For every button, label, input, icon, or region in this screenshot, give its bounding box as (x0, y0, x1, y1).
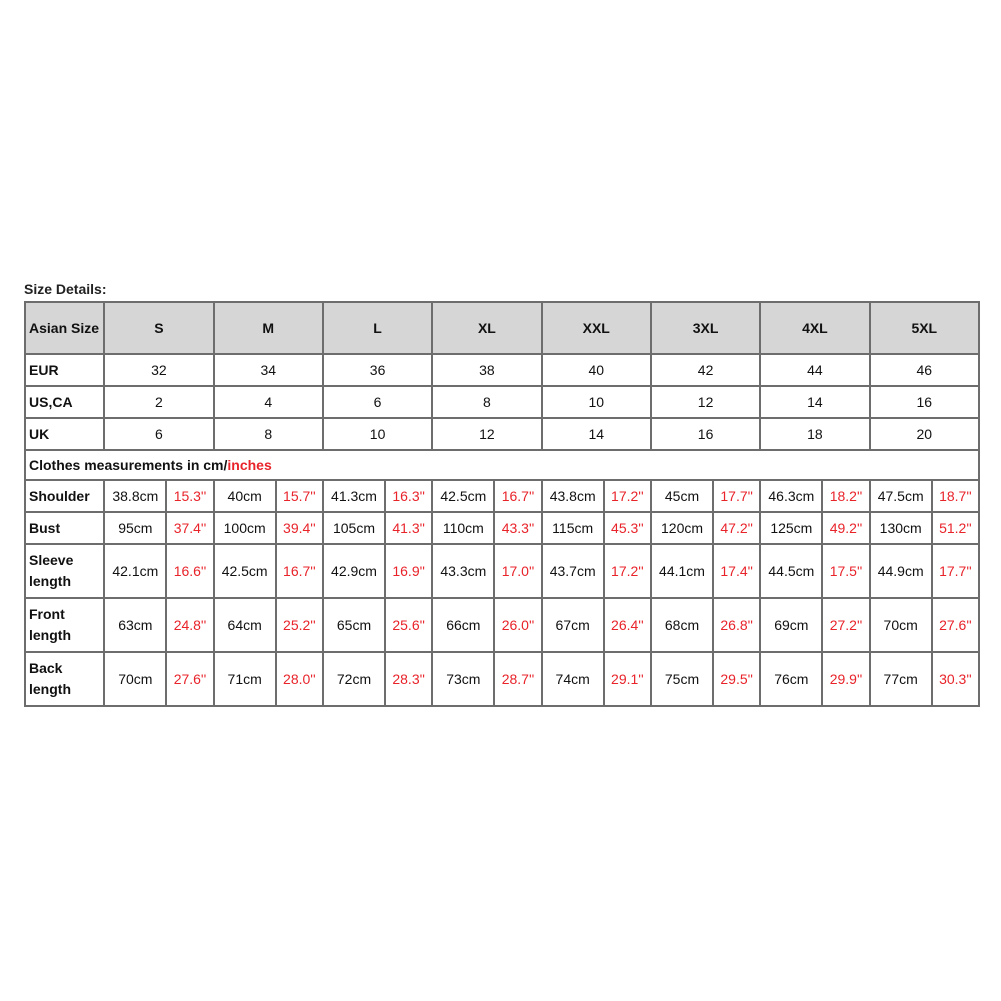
size-chart (24, 281, 980, 707)
size-row (25, 354, 979, 386)
inch-value: 16.7'' (494, 480, 541, 512)
inch-value: 49.2'' (822, 512, 869, 544)
cm-value: 70cm (104, 652, 166, 706)
measure-row (25, 598, 979, 652)
inch-value: 47.2'' (713, 512, 760, 544)
size-value: 34 (214, 354, 323, 386)
inch-value: 29.1'' (604, 652, 651, 706)
inch-value: 29.5'' (713, 652, 760, 706)
inch-value: 15.7'' (276, 480, 323, 512)
size-value: 42 (651, 354, 760, 386)
cm-value: 42.5cm (432, 480, 494, 512)
inch-value: 17.0'' (494, 544, 541, 598)
inch-value: 17.7'' (713, 480, 760, 512)
inch-value: 26.0'' (494, 598, 541, 652)
size-value: 16 (870, 386, 979, 418)
measure-row (25, 652, 979, 706)
size-value: 46 (870, 354, 979, 386)
inch-value: 25.6'' (385, 598, 432, 652)
inch-value: 17.4'' (713, 544, 760, 598)
inch-value: 28.3'' (385, 652, 432, 706)
cm-value: 67cm (542, 598, 604, 652)
cm-value: 105cm (323, 512, 385, 544)
cm-value: 69cm (760, 598, 822, 652)
measure-label: Back length (25, 652, 104, 706)
size-value: 2 (104, 386, 213, 418)
inch-value: 17.2'' (604, 480, 651, 512)
cm-value: 43.8cm (542, 480, 604, 512)
cm-value: 38.8cm (104, 480, 166, 512)
cm-value: 75cm (651, 652, 713, 706)
size-value: 18 (760, 418, 869, 450)
size-header: M (214, 302, 323, 354)
inch-value: 28.7'' (494, 652, 541, 706)
cm-value: 68cm (651, 598, 713, 652)
header-label: Asian Size (25, 302, 104, 354)
cm-value: 42.1cm (104, 544, 166, 598)
inch-value: 17.7'' (932, 544, 979, 598)
size-header: L (323, 302, 432, 354)
size-value: 40 (542, 354, 651, 386)
size-value: 14 (542, 418, 651, 450)
section-prefix: Clothes measurements in cm/ (29, 457, 228, 473)
size-value: 10 (323, 418, 432, 450)
row-label: UK (25, 418, 104, 450)
cm-value: 64cm (214, 598, 276, 652)
cm-value: 115cm (542, 512, 604, 544)
measure-label: Sleeve length (25, 544, 104, 598)
cm-value: 73cm (432, 652, 494, 706)
inch-value: 25.2'' (276, 598, 323, 652)
size-value: 8 (432, 386, 541, 418)
row-label: US,CA (25, 386, 104, 418)
size-value: 38 (432, 354, 541, 386)
cm-value: 100cm (214, 512, 276, 544)
size-value: 32 (104, 354, 213, 386)
inch-value: 16.9'' (385, 544, 432, 598)
size-row (25, 386, 979, 418)
cm-value: 43.3cm (432, 544, 494, 598)
cm-value: 71cm (214, 652, 276, 706)
cm-value: 45cm (651, 480, 713, 512)
cm-value: 40cm (214, 480, 276, 512)
measure-label: Front length (25, 598, 104, 652)
size-value: 6 (323, 386, 432, 418)
cm-value: 72cm (323, 652, 385, 706)
size-value: 14 (760, 386, 869, 418)
size-header: 4XL (760, 302, 869, 354)
cm-value: 130cm (870, 512, 932, 544)
cm-value: 47.5cm (870, 480, 932, 512)
inch-value: 26.8'' (713, 598, 760, 652)
header-row (25, 302, 979, 354)
measure-row (25, 544, 979, 598)
inch-value: 27.6'' (166, 652, 213, 706)
size-header: XXL (542, 302, 651, 354)
inch-value: 18.7'' (932, 480, 979, 512)
cm-value: 110cm (432, 512, 494, 544)
inch-value: 28.0'' (276, 652, 323, 706)
inch-value: 39.4'' (276, 512, 323, 544)
cm-value: 66cm (432, 598, 494, 652)
inch-value: 45.3'' (604, 512, 651, 544)
measure-row (25, 480, 979, 512)
size-header: 3XL (651, 302, 760, 354)
inch-value: 41.3'' (385, 512, 432, 544)
size-value: 12 (432, 418, 541, 450)
size-header: XL (432, 302, 541, 354)
size-value: 10 (542, 386, 651, 418)
size-row (25, 418, 979, 450)
inch-value: 30.3'' (932, 652, 979, 706)
size-value: 12 (651, 386, 760, 418)
measure-label: Shoulder (25, 480, 104, 512)
size-header: S (104, 302, 213, 354)
size-value: 8 (214, 418, 323, 450)
measure-row (25, 512, 979, 544)
inch-value: 15.3'' (166, 480, 213, 512)
size-table (24, 301, 980, 707)
size-value: 6 (104, 418, 213, 450)
cm-value: 42.5cm (214, 544, 276, 598)
size-value: 20 (870, 418, 979, 450)
cm-value: 44.1cm (651, 544, 713, 598)
cm-value: 43.7cm (542, 544, 604, 598)
inch-value: 16.7'' (276, 544, 323, 598)
inch-value: 26.4'' (604, 598, 651, 652)
row-label: EUR (25, 354, 104, 386)
inch-value: 37.4'' (166, 512, 213, 544)
size-value: 16 (651, 418, 760, 450)
cm-value: 41.3cm (323, 480, 385, 512)
size-value: 4 (214, 386, 323, 418)
page-title: Size Details: (24, 281, 107, 297)
cm-value: 120cm (651, 512, 713, 544)
inch-value: 51.2'' (932, 512, 979, 544)
size-value: 36 (323, 354, 432, 386)
inch-value: 27.6'' (932, 598, 979, 652)
cm-value: 65cm (323, 598, 385, 652)
section-heading (25, 450, 979, 480)
inch-value: 43.3'' (494, 512, 541, 544)
cm-value: 74cm (542, 652, 604, 706)
cm-value: 95cm (104, 512, 166, 544)
inch-value: 16.6'' (166, 544, 213, 598)
section-highlight: inches (227, 457, 272, 473)
inch-value: 17.5'' (822, 544, 869, 598)
measure-label: Bust (25, 512, 104, 544)
cm-value: 44.9cm (870, 544, 932, 598)
inch-value: 27.2'' (822, 598, 869, 652)
size-header: 5XL (870, 302, 979, 354)
size-value: 44 (760, 354, 869, 386)
cm-value: 77cm (870, 652, 932, 706)
cm-value: 70cm (870, 598, 932, 652)
inch-value: 24.8'' (166, 598, 213, 652)
cm-value: 63cm (104, 598, 166, 652)
cm-value: 44.5cm (760, 544, 822, 598)
inch-value: 16.3'' (385, 480, 432, 512)
section-row (25, 450, 979, 480)
cm-value: 125cm (760, 512, 822, 544)
inch-value: 29.9'' (822, 652, 869, 706)
cm-value: 76cm (760, 652, 822, 706)
cm-value: 46.3cm (760, 480, 822, 512)
inch-value: 17.2'' (604, 544, 651, 598)
inch-value: 18.2'' (822, 480, 869, 512)
cm-value: 42.9cm (323, 544, 385, 598)
